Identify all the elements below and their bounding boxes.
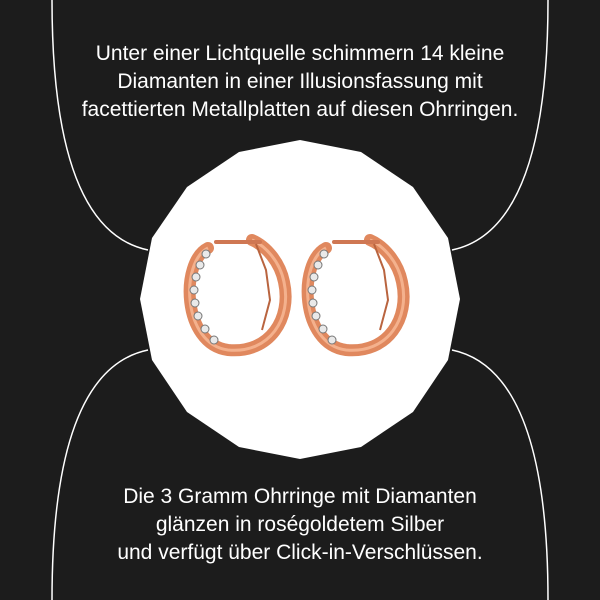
bottom-description xyxy=(0,483,600,567)
top-text-line-3: facettierten Metallplatten auf diesen Ohrringen. xyxy=(81,98,519,121)
top-text-line-1: Unter einer Lichtquelle schimmern 14 kleine xyxy=(95,42,505,65)
arc-top-left xyxy=(52,0,148,250)
bottom-text-line-1: Die 3 Gramm Ohrringe mit Diamanten xyxy=(123,485,477,508)
bottom-text-line-2: glänzen in roségoldetem Silber xyxy=(155,513,445,536)
bottom-text-line-3: und verfügt über Click-in-Verschlüssen. xyxy=(117,541,483,564)
arc-top-right xyxy=(452,0,548,250)
top-description xyxy=(0,40,600,124)
top-text-line-2: Diamanten in einer Illusionsfassung mit xyxy=(117,70,483,93)
